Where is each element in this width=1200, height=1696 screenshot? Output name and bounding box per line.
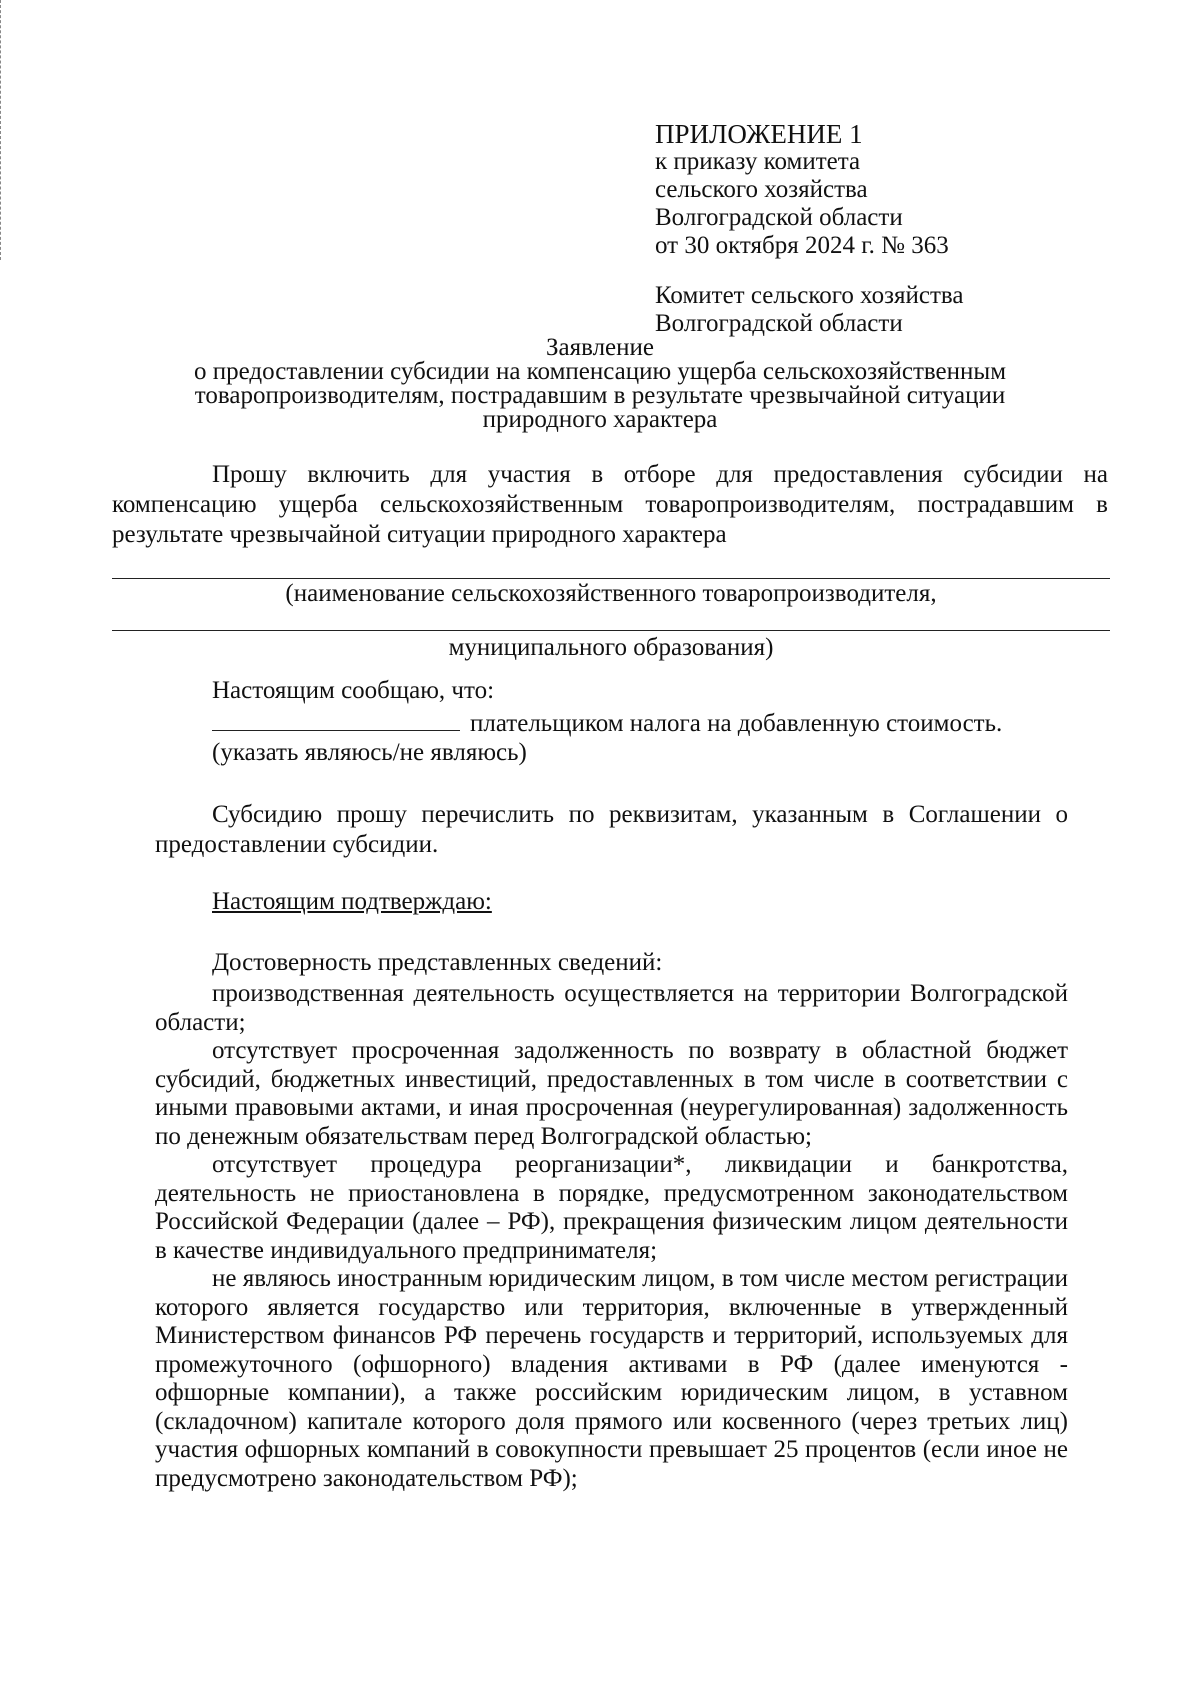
- name-field-caption: (наименование сельскохозяйственного товаропроизводителя,: [285, 580, 937, 607]
- confirmation-list: [155, 980, 1068, 1493]
- vat-intro: Настоящим сообщаю, что:: [212, 677, 495, 704]
- title-line: товаропроизводителям, пострадавшим в результате чрезвычайной ситуации: [194, 382, 1006, 409]
- payment-text: Субсидию прошу перечислить по реквизитам, указанным в Соглашении о предоставлении субсидии.: [155, 801, 1068, 858]
- title-heading: Заявление: [545, 334, 655, 361]
- confirm-heading-text: Настоящим подтверждаю:: [212, 888, 492, 915]
- vat-hint: (указать являюсь/не являюсь): [212, 739, 527, 766]
- appendix-order-date: от 30 октября 2024 г. № 363: [655, 232, 949, 259]
- appendix-block: [655, 120, 963, 338]
- appendix-heading: ПРИЛОЖЕНИЕ 1: [655, 119, 863, 149]
- addressee-line: Волгоградской области: [655, 310, 903, 337]
- appendix-line: сельского хозяйства: [655, 176, 868, 203]
- appendix-line: к приказу комитета: [655, 148, 861, 175]
- vat-status-field[interactable]: [212, 708, 460, 731]
- appendix-line: Волгоградской области: [655, 204, 903, 231]
- confirmation-item: отсутствует процедура реорганизации*, ликвидации и банкротства, деятельность не приостановлена в порядке, предусмотренном законодательством Российской Федерации (далее – РФ), прекращения физическим лицом деятельности в качестве индивидуального предпринимателя;: [155, 1151, 1068, 1264]
- vat-statement-row: [212, 708, 1002, 739]
- confirm-heading: [212, 887, 492, 917]
- name-field-line[interactable]: [112, 578, 1110, 579]
- addressee-line: Комитет сельского хозяйства: [655, 282, 964, 309]
- title-line: природного характера: [482, 406, 718, 433]
- confirmation-item: производственная деятельность осуществляется на территории Волгоградской области;: [155, 980, 1068, 1036]
- intro-paragraph: [112, 460, 1108, 550]
- reliability-heading: Достоверность представленных сведений:: [212, 949, 663, 976]
- document-title: [100, 336, 1100, 432]
- municipality-field-caption: муниципального образования): [448, 634, 774, 661]
- vat-statement: плательщиком налога на добавленную стоимость.: [470, 710, 1003, 737]
- intro-text: Прошу включить для участия в отборе для предоставления субсидии на компенсацию ущерба сельскохозяйственным товаропроизводителям, пострадавшим в результате чрезвычайной ситуации природного характера: [112, 461, 1108, 548]
- municipality-field-line[interactable]: [112, 630, 1110, 631]
- confirmation-item: не являюсь иностранным юридическим лицом, в том числе местом регистрации которого является государство или территория, включенные в утвержденный Министерством финансов РФ перечень государств и территорий, используемых для промежуточного (офшорного) владения активами в РФ (далее именуются - офшорные компании), а также российским юридическим лицом, в уставном (складочном) капитале которого доля прямого или косвенного (через третьих лиц) участия офшорных компаний в совокупности превышает 25 процентов (если иное не предусмотрено законодательством РФ);: [155, 1265, 1068, 1492]
- scan-edge-mark: [0, 0, 4, 260]
- confirmation-item: отсутствует просроченная задолженность по возврату в областной бюджет субсидий, бюджетных инвестиций, предоставленных в том числе в соответствии с иными правовыми актами, и иная просроченная (неурегулированная) задолженность по денежным обязательствам перед Волгоградской областью;: [155, 1037, 1068, 1150]
- title-line: о предоставлении субсидии на компенсацию ущерба сельскохозяйственным: [193, 358, 1007, 385]
- payment-paragraph: [155, 800, 1068, 860]
